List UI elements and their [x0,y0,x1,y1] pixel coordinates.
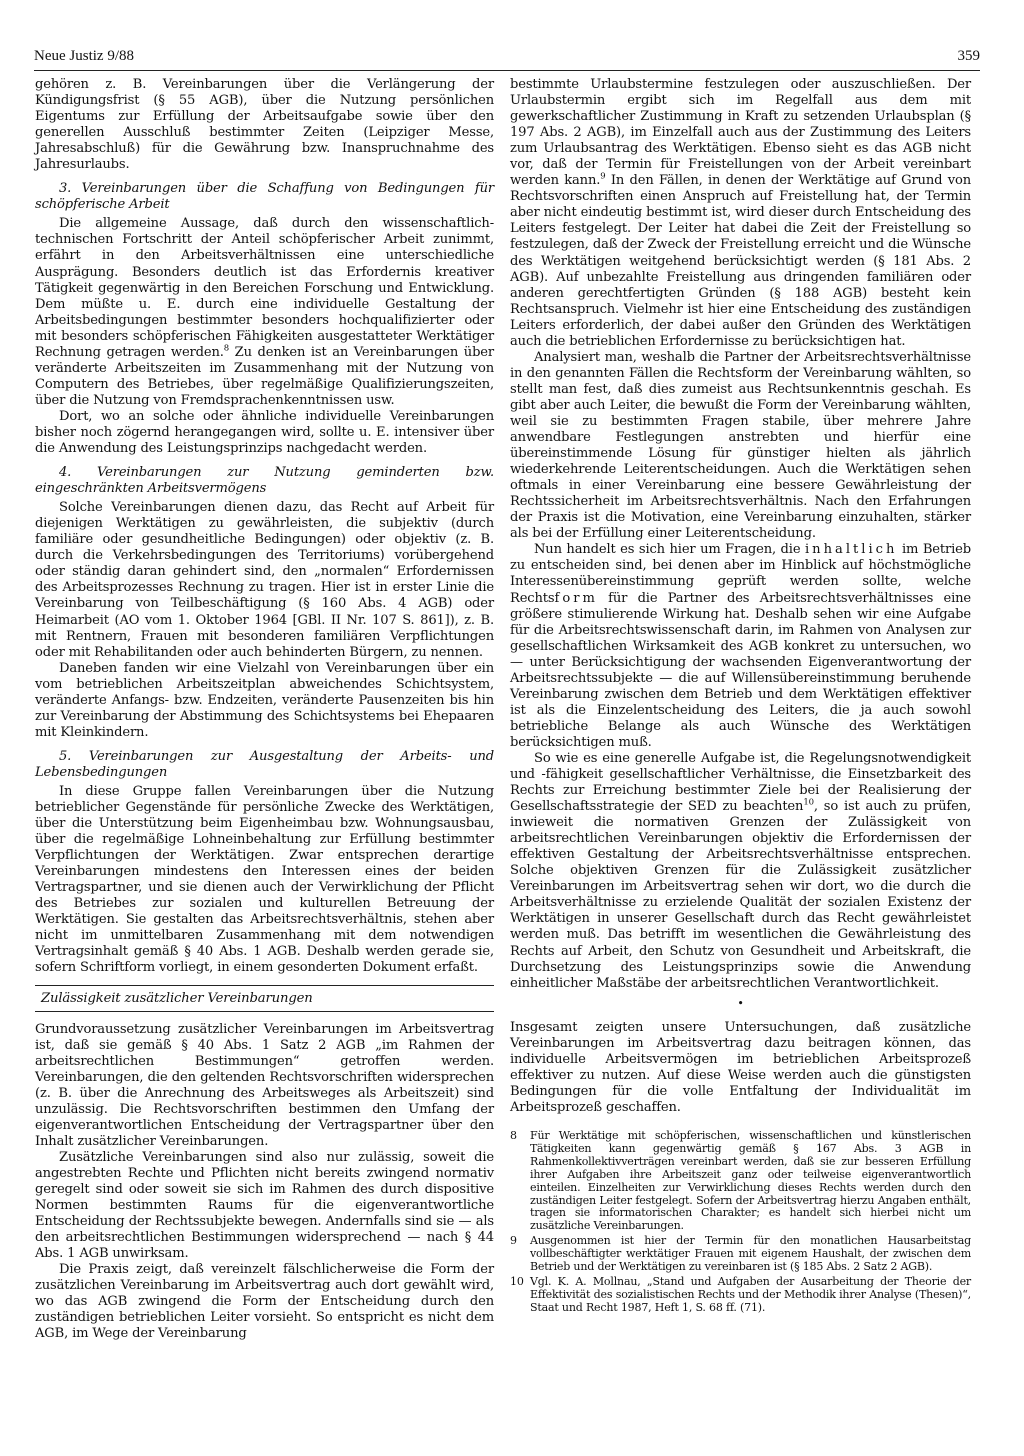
paragraph: In diese Gruppe fallen Vereinbarungen über die Nutzung betrieblicher Gegenstände für persönliche Zwecke des Werktätigen, über die Unterstützung beim Eigenheimbau bzw. Wohnungsausbau, über die regelmäßige Lohneinbehaltung zur Erfüllung bestimmter Verpflichtungen der Werktätigen. Zwar entsprechen derartige Vereinbarungen mindestens den Interessen eines der beiden Vertragspartner, und sie dienen auch der Verwirklichung der Pflicht des Betriebes zur sozialen und kulturellen Betreuung der Werktätigen. Sie gestalten das Arbeitsrechtsverhältnis, stehen aber nicht im unmittelbaren Zusammenhang mit dem notwendigen Vertragsinhalt gemäß § 40 Abs. 1 AGB. Deshalb werden gerade sie, sofern Schriftform vorliegt, in einem gesonderten Dokument erfaßt. [35,783,494,976]
journal-title: Neue Justiz 9/88 [34,48,134,64]
paragraph: So wie es eine generelle Aufgabe ist, die Regelungsnotwendigkeit und -fähigkeit gesellschaftlicher Verhältnisse, die Einsetzbarkeit des Rechts zur Erreichung bestimmter Ziele bei der Realisierung der Gesellschaftsstrategie der SED zu beachten$^{10}$, so ist auch zu prüfen, inwieweit die normativen Grenzen der Zulässigkeit von arbeitsrechtlichen Vereinbarungen objektiv die Erfordernissen der effektiven Gestaltung der Arbeitsrechtsverhältnisse entsprechen. Solche objektiven Grenzen für die Zulässigkeit zusätzlicher Vereinbarungen im Arbeitsvertrag sehen wir dort, wo die durch die Arbeitsverhältnisse zu erzielende Qualität der sozialen Existenz der Werktätigen in unserer Gesellschaft durch das Recht gewährleistet werden muß. Das betrifft im wesentlichen die Gewährleistung des Rechts auf Arbeit, den Schutz von Gesundheit und Arbeitskraft, die Durchsetzung des Leistungsprinzips sowie die Anwendung einheitlicher Maßstäbe der arbeitsrechtlichen Verantwortlichkeit. [510,750,971,991]
footnotes [510,1130,971,1315]
paragraph: Daneben fanden wir eine Vielzahl von Vereinbarungen über ein vom betrieblichen Arbeitszeitplan abweichendes Schichtsystem, veränderte Anfangs- bzw. Endzeiten, veränderte Pausenzeiten bis hin zur Vereinbarung der Abstimmung des Schichtsystems bei Ehepaaren mit Kleinkindern. [35,660,494,740]
footnote-ref-10[interactable]: 10 [803,797,814,808]
paragraph: Die allgemeine Aussage, daß durch den wissenschaftlich-technischen Fortschritt der Anteil schöpferischer Arbeit zunimmt, erfährt in den Arbeitsverhältnissen eine unterschiedliche Ausprägung. Besonders deutlich ist das Erfordernis kreativer Tätigkeit gegenwärtig in den Bereichen Forschung und Entwicklung. Dem müßte u. E. durch eine individuelle Gestaltung der Arbeitsbedingungen bestimmter besonders hochqualifizierter oder mit besonders schöpferischen Fähigkeiten ausgestatteter Werktätiger Rechnung getragen werden.$^8$ Zu denken ist an Vereinbarungen über veränderte Arbeitszeiten im Zusammenhang mit der Nutzung von Computern des Betriebes, über regelmäßige Qualifizierungszeiten, über die Nutzung von Fremdsprachenkenntnissen usw. [35,216,495,408]
subheading-5: 5. Vereinbarungen zur Ausgestaltung der Arbeits- und Lebensbedingungen [35,748,494,780]
paragraph: bestimmte Urlaubstermine festzulegen oder auszuschließen. Der Urlaubstermin ergibt sich im Regelfall aus dem mit gewerkschaftlicher Zustimmung in Kraft zu setzenden Urlaubsplan (§ 197 Abs. 2 AGB), im Einzelfall auch aus der Zustimmung des Leiters zum Urlaubsantrag des Werktätigen. Ebenso sieht es das AGB nicht vor, daß der Termin für Freistellungen von der Arbeit vereinbart werden kann.$^9$ In den Fällen, in denen der Werktätige auf Grund von Rechtsvorschriften einen Anspruch auf Freistellung hat, der Termin aber nicht eindeutig bestimmt ist, wird dieser durch Entscheidung des Leiters festgelegt. Der Leiter hat dabei die Zeit der Freistellung so festzulegen, daß der Zweck der Freistellung erreicht und die Wünsche des Werktätigen weitgehend berücksichtigt werden (§ 181 Abs. 2 AGB). Auf unbezahlte Freistellung aus dringenden familiären oder anderen gerechtfertigten Gründen (§ 188 AGB) besteht kein Rechtsanspruch. Vielmehr ist hier eine Entscheidung des zuständigen Leiters erforderlich, der dabei außer den Gründen des Werktätigen auch die betrieblichen Erfordernisse zu berücksichtigen hat. [510,77,971,349]
paragraph: Dort, wo an solche oder ähnliche individuelle Vereinbarungen bisher noch zögernd herangegangen wird, sollte u. E. intensiver über die Anwendung des Leistungsprinzips nachgedacht werden. [35,408,494,457]
section-heading: Zulässigkeit zusätzlicher Vereinbarungen [35,985,494,1012]
footnote-ref-9[interactable]: 9 [600,171,606,182]
section-divider-mark: • [737,996,744,1010]
paragraph: Zusätzliche Vereinbarungen sind also nur zulässig, soweit die angestrebten Rechte und Pflichten nicht bereits zwingend normativ geregelt sind oder soweit sie sich im Rahmen des durch dispositive Normen bestimmten Raums für die eigenverantwortliche Entscheidung der Rechtssubjekte bewegen. Andernfalls sind sie — als den arbeitsrechtlichen Bestimmungen widersprechend — nach § 44 Abs. 1 AGB unwirksam. [35,1149,494,1262]
paragraph: Grundvoraussetzung zusätzlicher Vereinbarungen im Arbeitsvertrag ist, daß sie gemäß § 40 Abs. 1 Satz 2 AGB „im Rahmen der arbeitsrechtlichen Bestimmungen“ getroffen werden. Vereinbarungen, die den geltenden Rechtsvorschriften widersprechen (z. B. über die Anrechnung des Arbeitsweges als Arbeitszeit) sind unzulässig. Die Rechtsvorschriften bestimmen den Umfang der eigenverantwortlichen Entscheidung der Vertragspartner über den Inhalt zusätzlicher Vereinbarungen. [35,1021,494,1149]
footnote: 8 Für Werktätige mit schöpferischen, wissenschaftlichen und künstlerischen Tätigkeiten kann gegenwärtig gemäß § 167 Abs. 3 AGB in Rahmenkollektivverträgen vereinbart werden, daß sie zur besseren Erfüllung ihrer Aufgaben ihre Arbeitszeit ganz oder teilweise eigenverantwortlich einteilen. Einzelheiten zur Verwirklichung dieses Rechts werden durch den zuständigen Leiter festgelegt. Sofern der Arbeitsvertrag hierzu Angaben enthält, tragen sie informatorischen Charakter; es handelt sich hierbei nicht um zusätzliche Vereinbarungen. [510,1129,971,1233]
footnote-ref-8[interactable]: 8 [223,343,230,354]
page-number: 359 [957,48,980,64]
paragraph: Insgesamt zeigten unsere Untersuchungen, daß zusätzliche Vereinbarungen im Arbeitsvertrag dazu beitragen können, das individuelle Arbeitsvermögen im betrieblichen Arbeitsprozeß effektiver zu nutzen. Auf diese Weise werden auch die günstigsten Bedingungen für die volle Entfaltung der Individualität im Arbeitsprozeß geschaffen. [510,1019,971,1115]
footnote: 9 Ausgenommen ist hier der Termin für den monatlichen Hausarbeitstag vollbeschäftigter werktätiger Frauen mit eigenem Haushalt, der zwischen dem Betrieb und der Werktätigen zu vereinbaren ist (§ 185 Abs. 2 Satz 2 AGB). [510,1234,971,1274]
footnote: 10 Vgl. K. A. Mollnau, „Stand und Aufgaben der Ausarbeitung der Theorie der Effektivität des sozialistischen Rechts und der Methodik ihrer Analyse (Thesen)“, Staat und Recht 1987, Heft 1, S. 68 ff. (71). [510,1274,971,1314]
paragraph: Solche Vereinbarungen dienen dazu, das Recht auf Arbeit für diejenigen Werktätigen zu gewährleisten, die subjektiv (durch familiäre oder gesundheitliche Bedingungen) oder objektiv (z. B. durch die Verkehrsbedingungen des Territoriums) vorübergehend oder ständig daran gehindert sind, den „normalen“ Erfordernissen des Arbeitsprozesses Rechnung zu tragen. Hier ist in erster Linie die Vereinbarung von Teilbeschäftigung (§ 160 Abs. 4 AGB) oder Heimarbeit (AO vom 1. Oktober 1964 [GBl. II Nr. 107 S. 861]), z. B. mit Rentnern, Frauen mit besonderen familiären Verpflichtungen oder mit Rehabilitanden oder auch behinderten Bürgern, zu nennen. [35,500,494,660]
paragraph: Nun handelt es sich hier um Fragen, die inhaltlich im Betrieb zu entscheiden sind, bei denen aber im Hinblick auf höchstmögliche Interessenübereinstimmung geprüft werden sollte, welche Rechtsform für die Partner des Arbeitsrechtsverhältnisses eine größere stimulierende Wirkung hat. Deshalb sehen wir eine Aufgabe für die Arbeitsrechtswissenschaft darin, im Rahmen von Analysen zur gesellschaftlichen Wirksamkeit des AGB konkret zu untersuchen, wo — unter Berücksichtigung der wachsenden Eigenverantwortung der Arbeitsrechtssubjekte — die auf Willensübereinstimmung beruhende Vereinbarung zwischen dem Betrieb und dem Werktätigen effektiver ist als die Einzelentscheidung des Leiters, die ja auch sowohl betriebliche Belange als auch Wünsche des Werktätigen berücksichtigen muß. [510,542,971,750]
paragraph: Die Praxis zeigt, daß vereinzelt fälschlicherweise die Form der zusätzlichen Vereinbarung im Arbeitsvertrag auch dort gewählt wird, wo das AGB zwingend die Form der Entscheidung durch den zuständigen betrieblichen Leiter vorsieht. So entspricht es nicht dem AGB, im Wege der Vereinbarung [35,1262,494,1342]
right-column [510,77,971,1317]
left-column [35,77,494,1343]
subheading-4: 4. Vereinbarungen zur Nutzung geminderten bzw. eingeschränkten Arbeitsvermögens [35,465,494,497]
subheading-3: 3. Vereinbarungen über die Schaffung von Bedingungen für schöpferische Arbeit [35,181,494,213]
paragraph: gehören z. B. Vereinbarungen über die Verlängerung der Kündigungsfrist (§ 55 AGB), über die Nutzung persönlichen Eigentums zur Erfüllung der Arbeitsaufgabe sowie über den generellen Ausschluß bestimmter Zeiten (Leipziger Messe, Jahresabschluß) für die Gewährung bzw. Inanspruchnahme des Jahresurlaubs. [35,77,494,173]
paragraph: Analysiert man, weshalb die Partner der Arbeitsrechtsverhältnisse in den genannten Fällen die Rechtsform der Vereinbarung wählten, so stellt man fest, daß dies zumeist aus Rechtsunkenntnis geschah. Es gibt aber auch Leiter, die bewußt die Form der Vereinbarung wählten, weil sie zu bestimmten Fragen stabile, über mehrere Jahre anwendbare Festlegungen anstrebten und hierfür eine übereinstimmende Lösung für günstiger hielten als jährlich wiederkehrende Leiterentscheidungen. Auch die Werktätigen sehen oftmals in einer Vereinbarung eine bessere Gewährleistung der Rechtssicherheit im Arbeitsrechtsverhältnis. Nach den Erfahrungen der Praxis ist die Motivation, eine Vereinbarung einzuhalten, stärker als bei der Erfüllung einer Leiterentscheidung. [510,349,971,542]
page-header [34,46,980,71]
